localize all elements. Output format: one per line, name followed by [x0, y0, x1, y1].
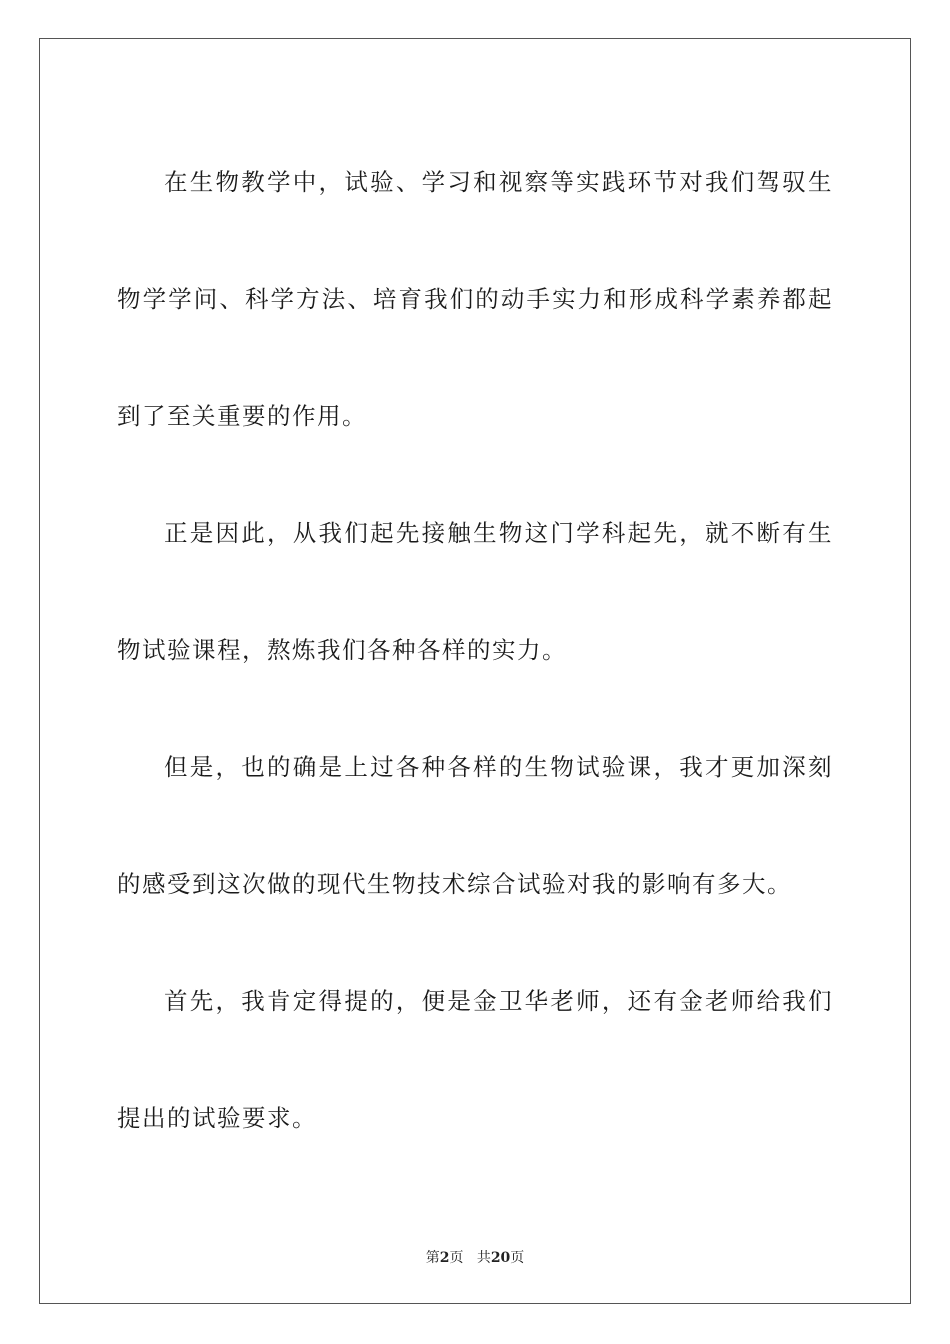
total-page-count: 20 [490, 1250, 511, 1266]
footer-prefix: 第 [425, 1250, 440, 1266]
paragraph-4: 首先，我肯定得提的，便是金卫华老师，还有金老师给我们提出的试验要求。 [117, 987, 833, 1132]
paragraph-2: 正是因此，从我们起先接触生物这门学科起先，就不断有生物试验课程，熬炼我们各种各样的实力。 [117, 519, 833, 664]
footer-total-prefix: 共 [476, 1250, 491, 1266]
footer-total-unit: 页 [510, 1250, 525, 1266]
page-footer [0, 1247, 950, 1267]
document-body [117, 124, 833, 1177]
current-page-number: 2 [439, 1250, 450, 1266]
paragraph-1: 在生物教学中，试验、学习和视察等实践环节对我们驾驭生物学学问、科学方法、培育我们的动手实力和形成科学素养都起到了至关重要的作用。 [117, 168, 833, 430]
paragraph-3: 但是，也的确是上过各种各样的生物试验课，我才更加深刻的感受到这次做的现代生物技术综合试验对我的影响有多大。 [117, 753, 833, 898]
footer-page-unit: 页 [449, 1250, 464, 1266]
